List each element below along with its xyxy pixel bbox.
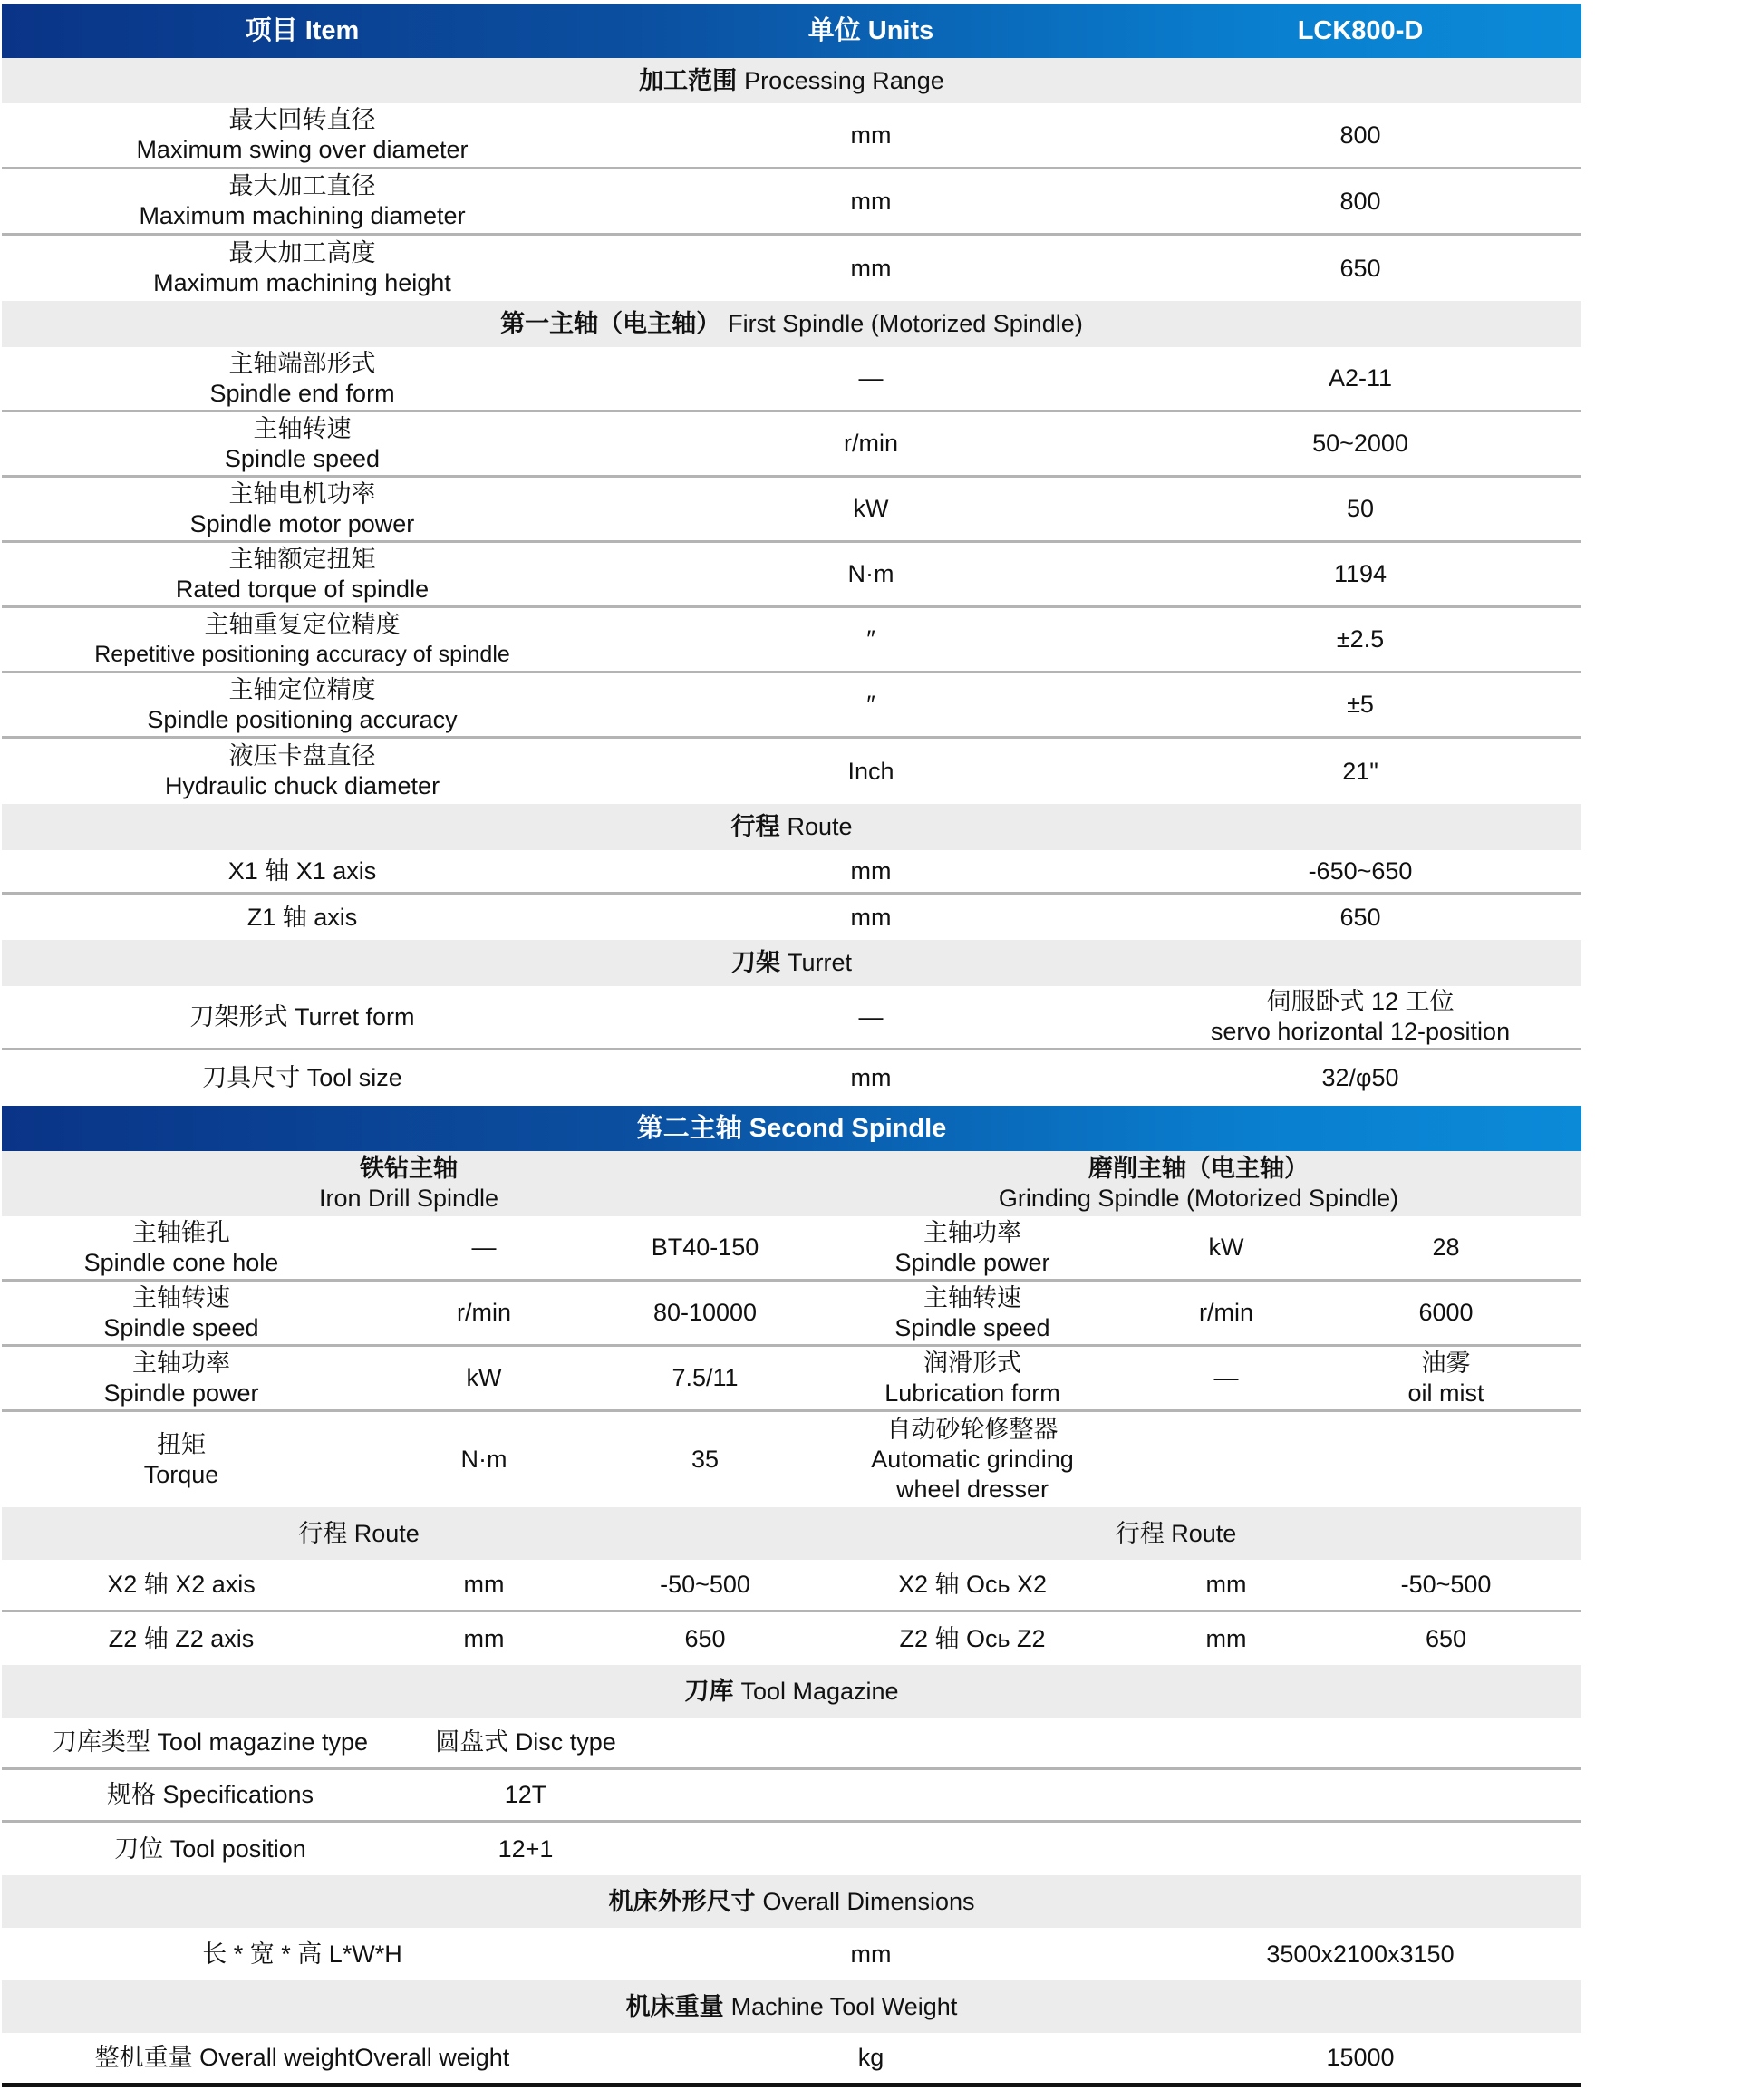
right-item-en: Automatic grinding xyxy=(871,1446,1074,1473)
unit: mm xyxy=(850,856,892,885)
section-second-spindle xyxy=(2,1106,1581,1151)
right-item-zh: 主轴功率 xyxy=(923,1218,1021,1246)
left-item-en: Spindle speed xyxy=(103,1313,259,1341)
item-label: 长 * 宽 * 高 L*W*H xyxy=(202,1940,402,1968)
table-row xyxy=(2,850,1581,895)
item-label: Z1 轴 axis xyxy=(246,903,358,931)
table-row xyxy=(2,895,1581,940)
value: 3500x2100x3150 xyxy=(1266,1940,1455,1968)
table-row xyxy=(2,1050,1581,1106)
left-unit: mm xyxy=(463,1624,505,1652)
item-label: 规格 Specifications xyxy=(106,1781,314,1808)
item-zh: 最大加工直径 xyxy=(228,172,376,199)
right-unit: kW xyxy=(1208,1234,1244,1261)
unit: mm xyxy=(850,1064,892,1091)
value: 圆盘式 Disc type xyxy=(435,1728,616,1756)
left-unit: kW xyxy=(466,1364,502,1391)
left-item-en: Spindle power xyxy=(103,1379,259,1407)
left-unit: r/min xyxy=(457,1299,511,1326)
left-item-zh: 主轴转速 xyxy=(132,1283,230,1311)
value-en: servo horizontal 12-position xyxy=(1210,1018,1511,1045)
value: 1194 xyxy=(1333,560,1387,587)
value: 50 xyxy=(1346,495,1375,522)
second-spindle-subheader xyxy=(2,1151,1581,1216)
right-value: 650 xyxy=(1425,1624,1467,1652)
left-item-en: Torque xyxy=(143,1460,219,1488)
value: ±5 xyxy=(1347,691,1374,718)
section-route-2 xyxy=(2,1507,1581,1560)
unit: mm xyxy=(850,121,892,149)
table-row xyxy=(2,1718,1581,1770)
item-zh: 主轴额定扭矩 xyxy=(228,545,376,573)
right-item-zh: 自动砂轮修整器 xyxy=(886,1416,1058,1443)
unit: — xyxy=(858,1002,884,1031)
route-left-title: 行程 Route xyxy=(298,1519,420,1547)
left-title-en: Iron Drill Spindle xyxy=(318,1185,499,1212)
section-title-zh: 刀库 xyxy=(684,1677,734,1705)
value: 12T xyxy=(504,1781,547,1808)
section-title-zh: 第一主轴（电主轴） xyxy=(500,310,721,337)
right-unit xyxy=(1142,1412,1310,1507)
table-row xyxy=(2,608,1581,673)
right-unit: — xyxy=(1213,1364,1239,1391)
item-en: Spindle end form xyxy=(209,379,395,407)
section-processing-range xyxy=(2,58,1581,103)
section-title-en: Turret xyxy=(787,949,852,976)
table-row xyxy=(2,1560,1581,1612)
unit: ″ xyxy=(866,625,875,653)
item-en: Spindle motor power xyxy=(189,509,415,537)
right-item-en: Spindle speed xyxy=(894,1313,1050,1341)
item-label: 整机重量 Overall weightOverall weight xyxy=(94,2044,510,2071)
item-en: Maximum machining height xyxy=(153,269,451,296)
table-row xyxy=(2,169,1581,236)
section-dimensions xyxy=(2,1875,1581,1928)
section-title-en: Overall Dimensions xyxy=(762,1887,975,1915)
section-title-en: Processing Range xyxy=(744,66,944,94)
section-turret xyxy=(2,940,1581,986)
unit: mm xyxy=(850,1940,892,1968)
item-label: 刀库类型 Tool magazine type xyxy=(52,1728,369,1756)
unit: mm xyxy=(850,903,892,931)
left-value: 650 xyxy=(684,1624,726,1652)
section-title-zh: 机床重量 xyxy=(625,1992,724,2020)
right-value-zh: 油雾 xyxy=(1421,1349,1471,1377)
table-row xyxy=(2,1216,1581,1282)
item-label: 刀位 Tool position xyxy=(114,1834,306,1863)
left-unit: N·m xyxy=(460,1446,508,1473)
value: 650 xyxy=(1339,903,1381,931)
left-item-label: X2 轴 X2 axis xyxy=(107,1571,256,1598)
table-row xyxy=(2,1412,1581,1507)
item-label: 刀架形式 Turret form xyxy=(189,1002,415,1031)
right-value xyxy=(1310,1412,1581,1507)
right-title-zh: 磨削主轴（电主轴） xyxy=(1088,1155,1309,1182)
item-en: Maximum swing over diameter xyxy=(136,136,469,163)
item-en: Spindle speed xyxy=(224,444,381,472)
table-row xyxy=(2,2033,1581,2087)
right-value: 28 xyxy=(1432,1234,1460,1261)
unit: r/min xyxy=(844,430,898,457)
table-row xyxy=(2,1823,1581,1875)
left-item-en: Spindle cone hole xyxy=(83,1248,279,1276)
table-row xyxy=(2,986,1581,1050)
value: 800 xyxy=(1339,121,1381,149)
header-item: 项目 Item xyxy=(245,15,360,45)
unit: mm xyxy=(850,187,892,215)
right-unit: mm xyxy=(1205,1624,1247,1652)
section-title-zh: 刀架 xyxy=(730,949,780,976)
section-title-zh: 机床外形尺寸 xyxy=(608,1887,756,1915)
right-item-en: Spindle power xyxy=(894,1248,1050,1276)
section-title-en: First Spindle (Motorized Spindle) xyxy=(728,310,1083,337)
left-item-label: Z2 轴 Z2 axis xyxy=(108,1624,255,1652)
item-label: X1 轴 X1 axis xyxy=(227,856,377,885)
table-row xyxy=(2,347,1581,412)
item-zh: 主轴端部形式 xyxy=(228,349,376,377)
section-title-zh: 第二主轴 Second Spindle xyxy=(636,1113,947,1143)
right-unit: r/min xyxy=(1199,1299,1253,1326)
left-unit: mm xyxy=(463,1571,505,1598)
right-title-en: Grinding Spindle (Motorized Spindle) xyxy=(998,1185,1399,1212)
value: 650 xyxy=(1339,254,1381,282)
header-model: LCK800-D xyxy=(1297,15,1424,45)
section-title-en: Machine Tool Weight xyxy=(730,1992,958,2020)
section-route xyxy=(2,804,1581,850)
right-value: -50~500 xyxy=(1400,1571,1492,1598)
item-en: Rated torque of spindle xyxy=(175,575,430,603)
right-item-label: X2 轴 Ось X2 xyxy=(897,1571,1048,1598)
table-row xyxy=(2,1347,1581,1412)
value-zh: 伺服卧式 12 工位 xyxy=(1266,988,1455,1015)
item-en: Repetitive positioning accuracy of spindle xyxy=(94,641,510,667)
table-row xyxy=(2,1928,1581,1980)
value: 15000 xyxy=(1326,2044,1395,2071)
table-row xyxy=(2,412,1581,478)
right-item-label: Z2 轴 Ось Z2 xyxy=(899,1624,1046,1652)
unit: — xyxy=(858,364,884,392)
left-value: 7.5/11 xyxy=(672,1364,739,1391)
unit: Inch xyxy=(847,757,894,785)
left-value: BT40-150 xyxy=(651,1234,759,1261)
left-item-zh: 主轴功率 xyxy=(132,1349,230,1377)
value: 800 xyxy=(1339,187,1381,215)
item-en: Maximum machining diameter xyxy=(139,202,466,229)
value: 50~2000 xyxy=(1312,430,1408,457)
spec-table xyxy=(2,4,1581,2087)
table-row xyxy=(2,1612,1581,1665)
table-row xyxy=(2,103,1581,169)
item-zh: 主轴定位精度 xyxy=(228,675,376,703)
item-en: Spindle positioning accuracy xyxy=(147,705,458,733)
unit: ″ xyxy=(866,691,875,718)
section-weight xyxy=(2,1980,1581,2033)
item-zh: 主轴转速 xyxy=(253,414,352,442)
left-value: 80-10000 xyxy=(652,1299,758,1326)
section-tool-magazine xyxy=(2,1665,1581,1718)
right-value: 6000 xyxy=(1418,1299,1474,1326)
right-value-en: oil mist xyxy=(1407,1379,1484,1407)
left-title-zh: 铁钻主轴 xyxy=(360,1155,458,1182)
unit: kg xyxy=(857,2044,884,2071)
item-zh: 最大加工高度 xyxy=(228,239,376,266)
left-value: -50~500 xyxy=(660,1571,750,1598)
table-row xyxy=(2,1282,1581,1347)
right-item-zh: 润滑形式 xyxy=(923,1349,1021,1377)
value: 32/φ50 xyxy=(1321,1064,1399,1091)
section-title-en: Tool Magazine xyxy=(740,1677,899,1705)
right-item-en-2: wheel dresser xyxy=(895,1476,1049,1503)
left-value: 35 xyxy=(691,1446,720,1473)
table-row xyxy=(2,739,1581,804)
header-units: 单位 Units xyxy=(807,15,934,45)
item-zh: 最大回转直径 xyxy=(228,106,376,133)
right-item-en: Lubrication form xyxy=(884,1379,1060,1407)
value: 12+1 xyxy=(498,1834,554,1863)
route-right-title: 行程 Route xyxy=(1115,1519,1237,1547)
table-header xyxy=(2,4,1581,58)
table-row xyxy=(2,673,1581,739)
table-row xyxy=(2,1770,1581,1823)
table-row xyxy=(2,543,1581,608)
unit: kW xyxy=(853,495,889,522)
item-zh: 液压卡盘直径 xyxy=(228,742,376,769)
table-row xyxy=(2,478,1581,543)
left-unit: — xyxy=(471,1234,497,1261)
section-first-spindle xyxy=(2,301,1581,347)
item-zh: 主轴重复定位精度 xyxy=(204,610,401,638)
right-unit: mm xyxy=(1205,1571,1247,1598)
unit: mm xyxy=(850,254,892,282)
table-row xyxy=(2,236,1581,301)
section-title-en: Route xyxy=(787,813,853,840)
unit: N·m xyxy=(847,560,894,587)
item-zh: 主轴电机功率 xyxy=(228,479,376,508)
item-en: Hydraulic chuck diameter xyxy=(164,772,440,799)
section-title-zh: 加工范围 xyxy=(639,66,738,94)
value: -650~650 xyxy=(1308,856,1413,885)
value: 21" xyxy=(1342,757,1378,785)
left-item-zh: 扭矩 xyxy=(157,1430,206,1458)
value: ±2.5 xyxy=(1336,625,1385,653)
section-title-zh: 行程 xyxy=(730,813,780,840)
item-label: 刀具尺寸 Tool size xyxy=(202,1064,402,1091)
value: A2-11 xyxy=(1328,364,1393,392)
left-item-zh: 主轴锥孔 xyxy=(132,1218,230,1246)
right-item-zh: 主轴转速 xyxy=(923,1283,1021,1311)
